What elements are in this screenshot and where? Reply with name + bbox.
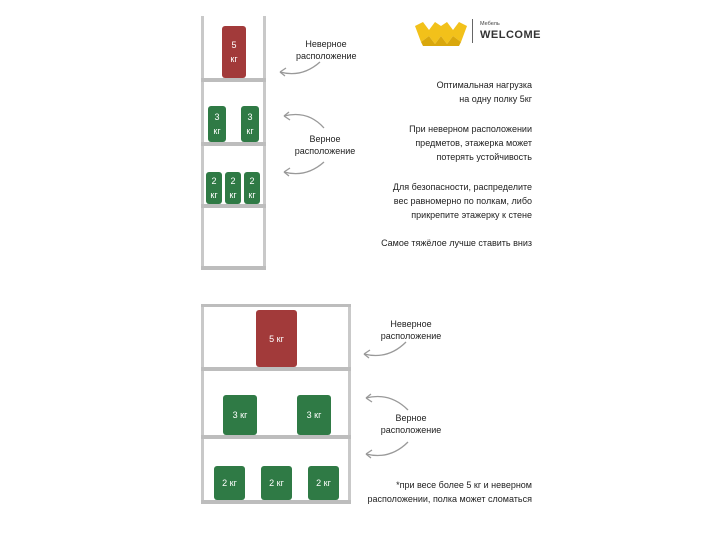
shelf xyxy=(201,266,266,270)
box-weight: 3 xyxy=(214,112,220,122)
info-load: Оптимальная нагрузка на одну полку 5кг xyxy=(436,80,532,104)
right-placement-label: Верное расположение xyxy=(294,134,356,156)
box-3kg: 3 кг xyxy=(223,395,257,435)
box-weight: 3 xyxy=(247,112,253,122)
box-3kg xyxy=(241,106,259,142)
box-2kg: 2 кг xyxy=(308,466,339,500)
rack-post-left xyxy=(201,304,204,504)
brand-small-text: Мебель xyxy=(480,21,500,27)
logo-mark-icon xyxy=(415,18,467,46)
logo-divider xyxy=(472,19,473,43)
info-safety: Для безопасности, распределите вес равномерно по полкам, либо прикрепите этажерку к стене xyxy=(392,182,532,220)
box-2kg: 2 кг xyxy=(261,466,292,500)
right-placement-label: Верное расположение xyxy=(380,413,442,435)
shelf xyxy=(201,204,266,208)
arrow-left-icon xyxy=(276,160,328,180)
box-3kg xyxy=(208,106,226,142)
box-2kg xyxy=(225,172,241,204)
box-5kg xyxy=(222,26,246,78)
wrong-placement-label: Неверное расположение xyxy=(380,319,442,341)
arrow-left-icon xyxy=(358,390,412,412)
arrow-left-icon xyxy=(276,108,328,130)
arrow-left-icon xyxy=(358,440,412,462)
box-weight: 2 xyxy=(230,176,236,186)
arrow-left-icon xyxy=(356,340,410,362)
brand-name: WELCOME xyxy=(480,29,541,41)
shelf xyxy=(201,367,351,371)
box-weight: 5 xyxy=(231,40,237,50)
shelf xyxy=(201,435,351,439)
footnote: *при весе более 5 кг и неверном расположении, полка может сломаться xyxy=(367,480,532,504)
box-unit: кг xyxy=(246,126,254,136)
shelf xyxy=(201,304,351,307)
info-heavy-bottom: Самое тяжёлое лучше ставить вниз xyxy=(381,238,532,248)
box-5kg: 5 кг xyxy=(256,310,297,367)
box-unit: кг xyxy=(230,54,238,64)
info-stability: При неверном расположении предметов, этажерка может потерять устойчивость xyxy=(409,124,532,162)
box-unit: кг xyxy=(248,190,256,200)
box-2kg xyxy=(206,172,222,204)
arrow-left-icon xyxy=(272,60,324,80)
wrong-placement-label: Неверное расположение xyxy=(296,39,357,61)
box-unit: кг xyxy=(210,190,218,200)
box-2kg: 2 кг xyxy=(214,466,245,500)
box-unit: кг xyxy=(213,126,221,136)
rack-post-right xyxy=(348,304,351,504)
box-weight: 2 xyxy=(211,176,217,186)
box-unit: кг xyxy=(229,190,237,200)
box-2kg xyxy=(244,172,260,204)
shelf xyxy=(201,78,266,82)
shelf xyxy=(201,500,351,504)
box-3kg: 3 кг xyxy=(297,395,331,435)
box-weight: 2 xyxy=(249,176,255,186)
shelf xyxy=(201,142,266,146)
